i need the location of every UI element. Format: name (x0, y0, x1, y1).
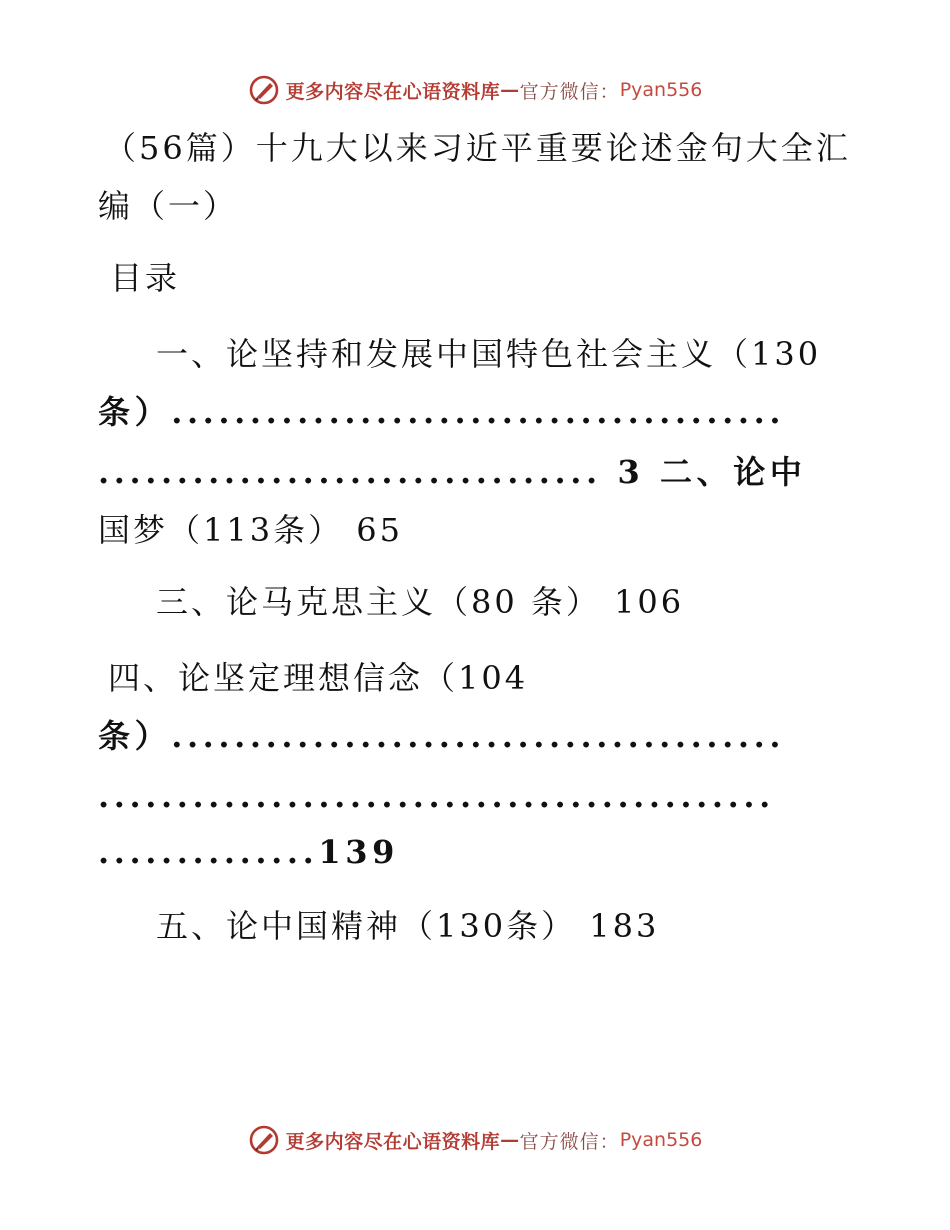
footer-wechat-id: Pyan556 (619, 1129, 703, 1151)
document-title-line-1: （56篇）十九大以来习近平重要论述金句大全汇 (104, 129, 851, 167)
footer-watermark (0, 1122, 950, 1158)
header-wechat-id: Pyan556 (619, 79, 703, 101)
footer-dash: — (500, 1129, 520, 1151)
footer-slogan: 更多内容尽在心语资料库 (285, 1130, 501, 1153)
header-dash: — (500, 79, 520, 101)
toc-line-7: 条）....................................... (98, 717, 786, 755)
toc-line-8: ........................................... (98, 777, 775, 815)
document-title-line-2: 编（一） (98, 187, 239, 225)
header-slogan: 更多内容尽在心语资料库 (285, 80, 501, 103)
header-wechat-label: 官方微信： (519, 80, 620, 103)
toc-line-6: 四、论坚定理想信念（104 (108, 659, 529, 697)
toc-line-3: ................................ 3 二、论中 (98, 453, 807, 491)
footer-wechat-label: 官方微信： (519, 1130, 620, 1153)
toc-line-1: 一、论坚持和发展中国特色社会主义（130 (156, 335, 822, 373)
toc-line-5: 三、论马克思主义（80 条） 106 (156, 583, 685, 621)
toc-line-10: 五、论中国精神（130条） 183 (156, 907, 660, 945)
pen-logo-icon (248, 1124, 280, 1156)
header-watermark (0, 72, 950, 108)
pen-logo-icon (248, 74, 280, 106)
toc-line-2: 条）....................................... (98, 393, 786, 431)
toc-line-9: ..............139 (98, 833, 399, 871)
toc-heading: 目录 (110, 259, 181, 297)
toc-line-4: 国梦（113条） 65 (98, 511, 403, 549)
